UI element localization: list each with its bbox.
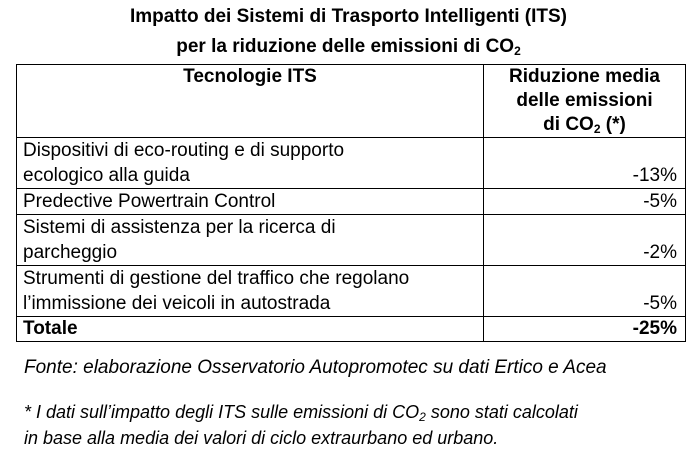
technology-cell	[17, 266, 484, 317]
technology-line-2: l’immissione dei veicoli in autostrada	[23, 293, 331, 314]
footnote-text: * I dati sull’impatto degli ITS sulle emissioni di CO	[24, 402, 420, 422]
header-co2-subscript: 2	[593, 122, 601, 136]
table-row	[17, 189, 686, 215]
title-line-1: Impatto dei Sistemi di Trasporto Intelligenti (ITS)	[129, 6, 568, 27]
co2-subscript: 2	[514, 44, 521, 58]
technology-line-1: Predective Powertrain Control	[23, 191, 276, 212]
technology-line-1: Sistemi di assistenza per la ricerca di	[23, 217, 336, 238]
footnote-line-2: in base alla media dei valori di ciclo extraurbano ed urbano.	[24, 428, 499, 448]
technology-line-2: parcheggio	[23, 242, 118, 263]
table-row	[17, 138, 686, 189]
header-reduction	[484, 65, 686, 138]
total-label: Totale	[17, 317, 484, 342]
header-reduction-line-3	[490, 113, 679, 137]
technology-cell	[17, 189, 484, 215]
header-reduction-line-1: Riduzione media	[509, 66, 660, 87]
technology-line-1: Strumenti di gestione del traffico che regolano	[23, 268, 410, 289]
reduction-value: -5%	[484, 266, 686, 317]
footnote	[24, 399, 684, 451]
footnote-co2-subscript: 2	[419, 410, 426, 424]
header-asterisk: (*)	[600, 114, 626, 135]
title-line-2-text: per la riduzione delle emissioni di CO	[176, 36, 515, 57]
reduction-value: -13%	[484, 138, 686, 189]
reduction-value: -5%	[484, 189, 686, 215]
technology-line-2: ecologico alla guida	[23, 165, 190, 186]
footnote-text-end: sono stati calcolati	[425, 402, 578, 422]
table-row	[17, 215, 686, 266]
table-header-row	[17, 65, 686, 138]
total-value: -25%	[484, 317, 686, 342]
table-row	[17, 266, 686, 317]
title-line-2	[0, 35, 697, 59]
header-reduction-line-2: delle emissioni	[516, 90, 653, 111]
technology-cell	[17, 215, 484, 266]
header-technology: Tecnologie ITS	[17, 65, 484, 138]
technology-line-1: Dispositivi di eco-routing e di supporto	[23, 140, 345, 161]
footnote-line-1	[24, 399, 684, 425]
source-note: Fonte: elaborazione Osservatorio Autopromotec su dati Ertico e Acea	[24, 357, 607, 378]
header-co2-text: di CO	[543, 114, 594, 135]
total-row	[17, 317, 686, 342]
its-table	[16, 64, 686, 342]
technology-cell	[17, 138, 484, 189]
reduction-value: -2%	[484, 215, 686, 266]
